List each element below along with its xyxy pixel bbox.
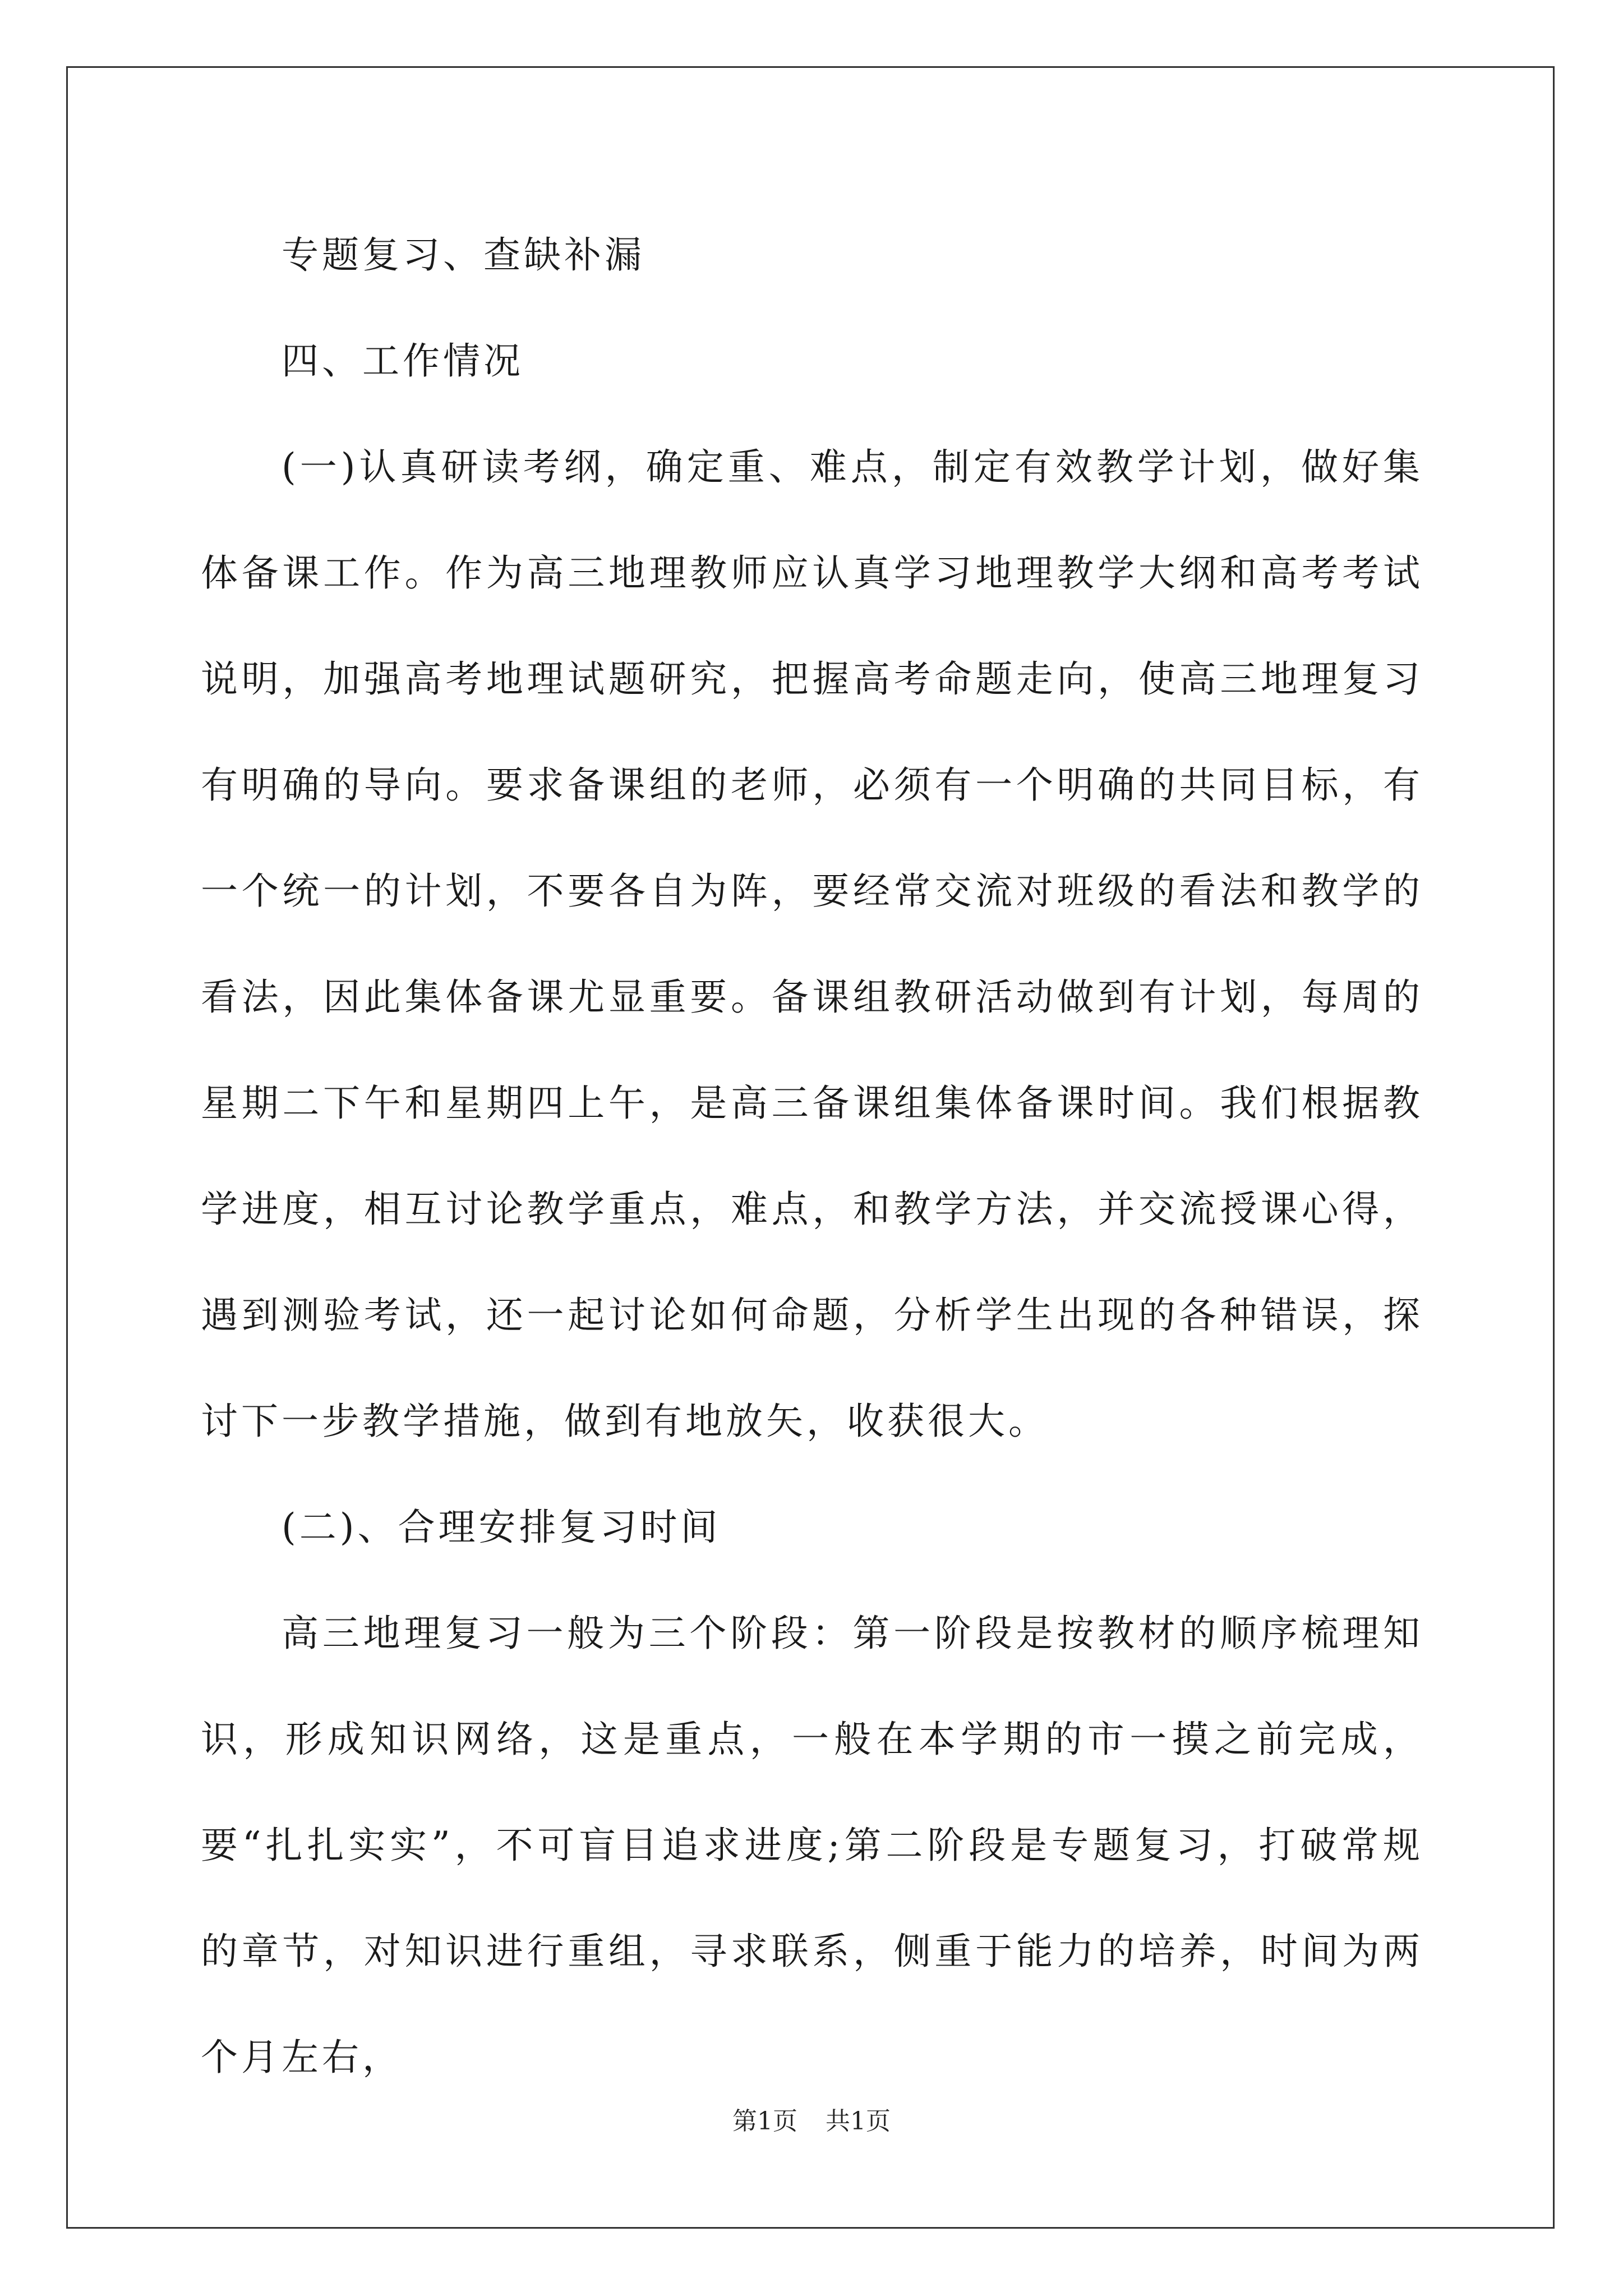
- subheading-review-schedule: (二)、合理安排复习时间: [282, 1506, 721, 1549]
- paragraph-topic-review: 专题复习、查缺补漏: [282, 233, 645, 277]
- document-body: [201, 202, 1423, 2110]
- section-heading-work-status: 四、工作情况: [282, 339, 524, 383]
- page-number: 第1页: [732, 2107, 797, 2136]
- page-total: 共1页: [826, 2107, 891, 2136]
- paragraph-study-syllabus: (一)认真研读考纲，确定重、难点，制定有效教学计划，做好集体备课工作。作为高三地理教师应认真学习地理教学大纲和高考考试说明，加强高考地理试题研究，把握高考命题走向，使高三地理复习有明确的导向。要求备课组的老师，必须有一个明确的共同目标，有一个统一的计划，不要各自为阵，要经常交流对班级的看法和教学的看法，因此集体备课尤显重要。备课组教研活动做到有计划，每周的星期二下午和星期四上午，是高三备课组集体备课时间。我们根据教学进度，相互讨论教学重点，难点，和教学方法，并交流授课心得，遇到测验考试，还一起讨论如何命题，分析学生出现的各种错误，探讨下一步教学措施，做到有地放矢，收获很大。: [201, 445, 1423, 1443]
- page-footer: [0, 2105, 1623, 2138]
- paragraph-review-stages: 高三地理复习一般为三个阶段：第一阶段是按教材的顺序梳理知识，形成知识网络，这是重点，一般在本学期的市一摸之前完成，要“扎扎实实”，不可盲目追求进度;第二阶段是专题复习，打破常规的章节，对知识进行重组，寻求联系，侧重于能力的培养，时间为两个月左右，: [201, 1612, 1423, 2079]
